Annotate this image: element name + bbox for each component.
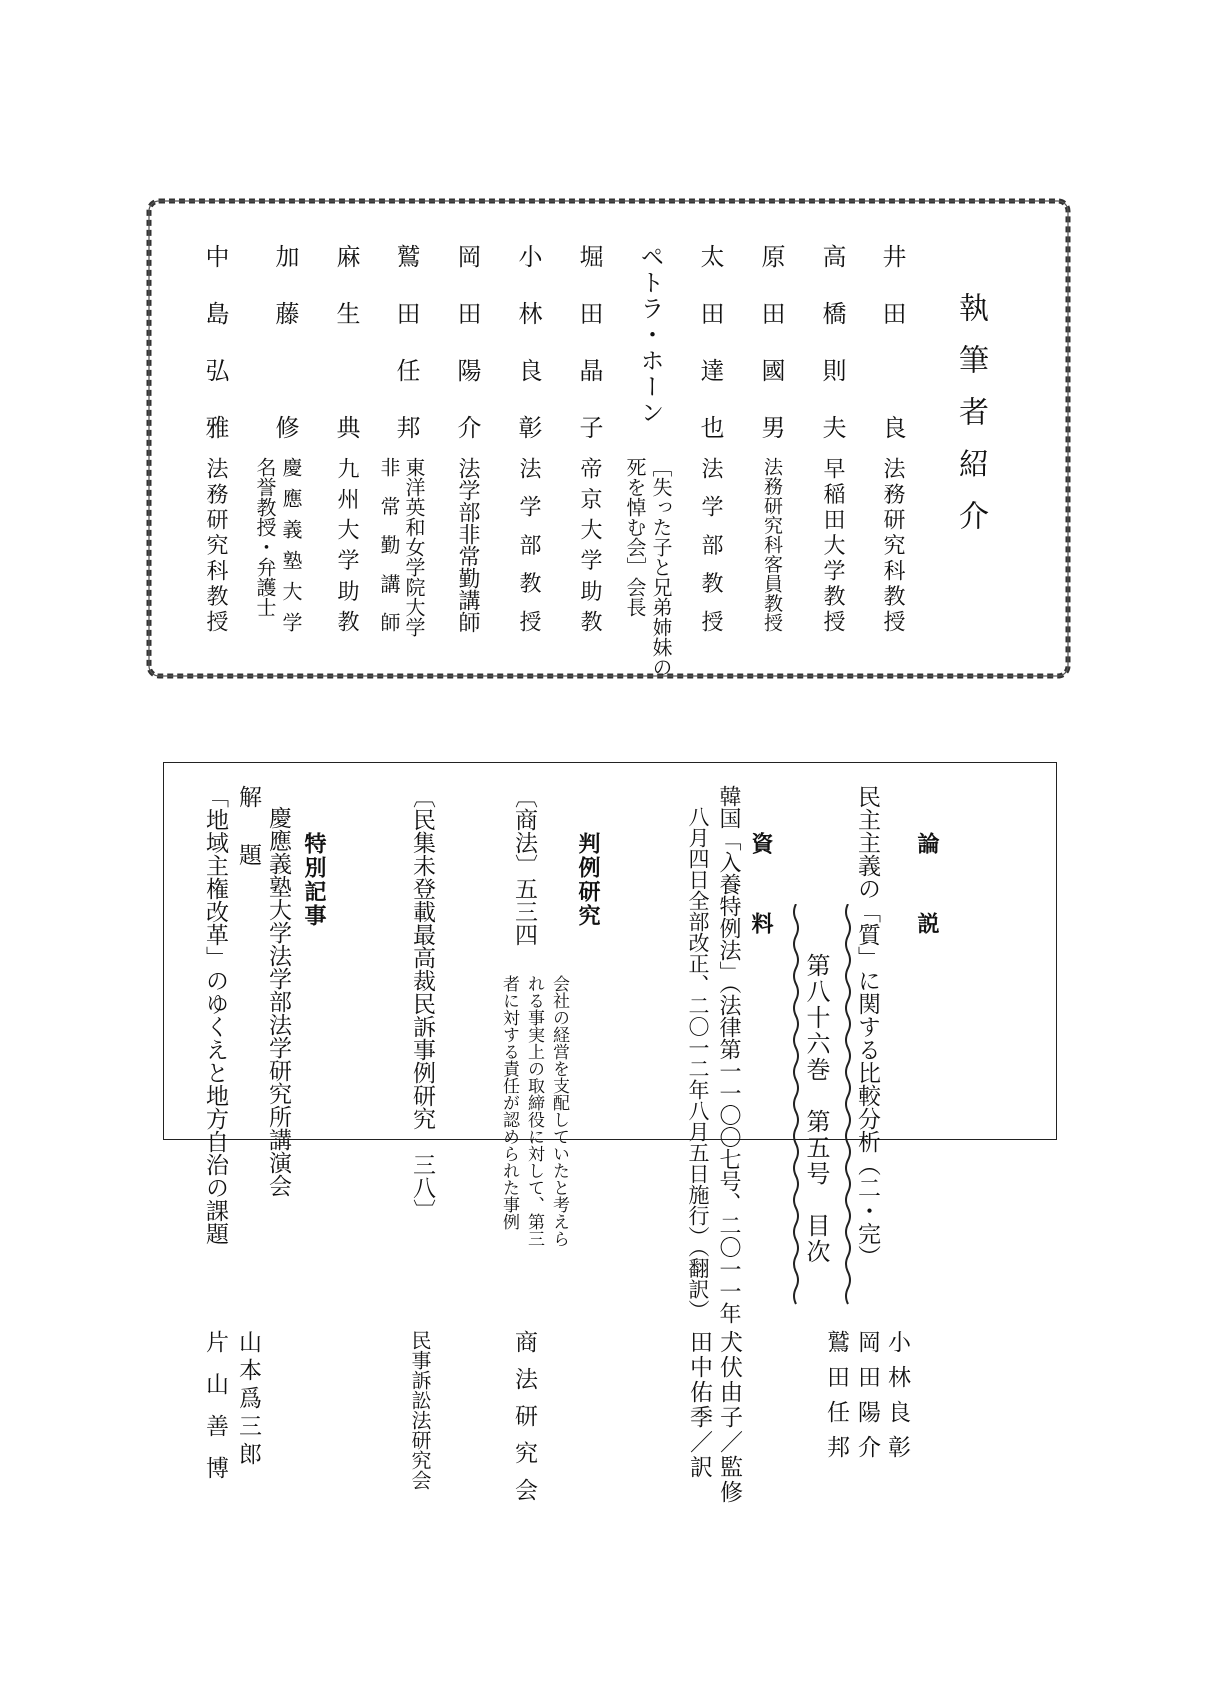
contributor-name: 岡田陽介 (453, 244, 481, 439)
kaidai-author: 山本爲三郎 (235, 1330, 261, 1470)
contributor-position: 法学部教授 (516, 457, 541, 632)
contributor-name: 堀田晶子 (575, 244, 603, 439)
contributor-position: 死を悼む会］会長 (623, 457, 647, 617)
article-author: 鷲田任邦 (823, 1330, 849, 1470)
section-heading: 特別記事 (301, 832, 327, 928)
kaidai-label: 解 題 (235, 785, 261, 872)
contributor-position: 名誉教授・弁護士 (253, 457, 277, 617)
article-author: 小林良彰 (884, 1330, 910, 1470)
case-description: 者に対する責任が認められた事例 (499, 975, 519, 1230)
article-title-continued: 八月四日全部改正、二〇一二年八月五日施行）（翻訳） (686, 806, 710, 1321)
case-label: 〔商法〕五三四 (511, 785, 537, 946)
contributor-name: 原田國男 (757, 244, 785, 439)
contributor-name: ペトラ・ホーン (636, 244, 664, 426)
contributor-name: 中島弘雅 (201, 244, 229, 439)
volume-title: 第八十六巻 第五号 目次 (802, 953, 830, 1265)
case-author: 民事訴訟法研究会 (408, 1330, 432, 1490)
contributor-position: ［失った子と兄弟姉妹の (649, 457, 673, 677)
article-title: 韓国「入養特例法」（法律第一一〇〇七号、二〇一一年 (716, 785, 741, 1324)
contributor-name: 麻生 典 (332, 244, 360, 439)
section-heading: 論 説 (914, 832, 940, 952)
contributor-position: 早稲田大学教授 (820, 457, 845, 632)
lecture-author: 片山善博 (202, 1330, 228, 1498)
article-title: 民主主義の「質」に関する比較分析（二・完） (854, 785, 880, 1268)
case-description: れる事実上の取締役に対して、第三 (524, 975, 544, 1247)
contributor-position: 法学部非常勤講師 (455, 457, 480, 633)
article-author: 田中佑季／訳 (686, 1330, 712, 1480)
article-author: 犬伏由子／監修 (716, 1330, 742, 1505)
contributor-name: 鷲田任邦 (392, 244, 420, 439)
contributors-title: 執筆者紹介 (953, 292, 988, 552)
contributor-position: 法務研究科教授 (203, 457, 228, 632)
section-heading: 判例研究 (575, 832, 601, 928)
contributor-position: 法務研究科客員教授 (761, 457, 783, 632)
contributors-box (145, 197, 1072, 680)
section-heading: 資 料 (748, 832, 774, 952)
contributor-position: 非常勤講師 (377, 457, 401, 632)
lecture-title: 「地域主権改革」のゆくえと地方自治の課題 (202, 785, 228, 1245)
contributor-position: 法務研究科教授 (880, 457, 905, 632)
case-label: 〔民集未登載最高裁民訴事例研究 三八〕 (409, 785, 435, 1222)
contributor-position: 東洋英和女学院大学 (402, 457, 426, 637)
contributor-position: 法学部教授 (698, 457, 723, 632)
contributor-name: 加藤 修 (271, 244, 299, 439)
case-author: 商法研究会 (511, 1330, 537, 1515)
contributor-position: 帝京大学助教 (577, 457, 602, 632)
article-author: 岡田陽介 (854, 1330, 880, 1470)
contributor-name: 太田達也 (696, 244, 724, 439)
contributor-position: 九州大学助教 (334, 457, 359, 632)
special-subtitle: 慶應義塾大学法学部法学研究所講演会 (265, 806, 291, 1197)
contributor-name: 井田 良 (878, 244, 906, 439)
contributor-position: 慶應義塾大学 (279, 457, 303, 632)
case-description: 会社の経営を支配していたと考えら (549, 975, 569, 1247)
contributor-name: 高橋則夫 (818, 244, 846, 439)
contributor-name: 小林良彰 (514, 244, 542, 439)
